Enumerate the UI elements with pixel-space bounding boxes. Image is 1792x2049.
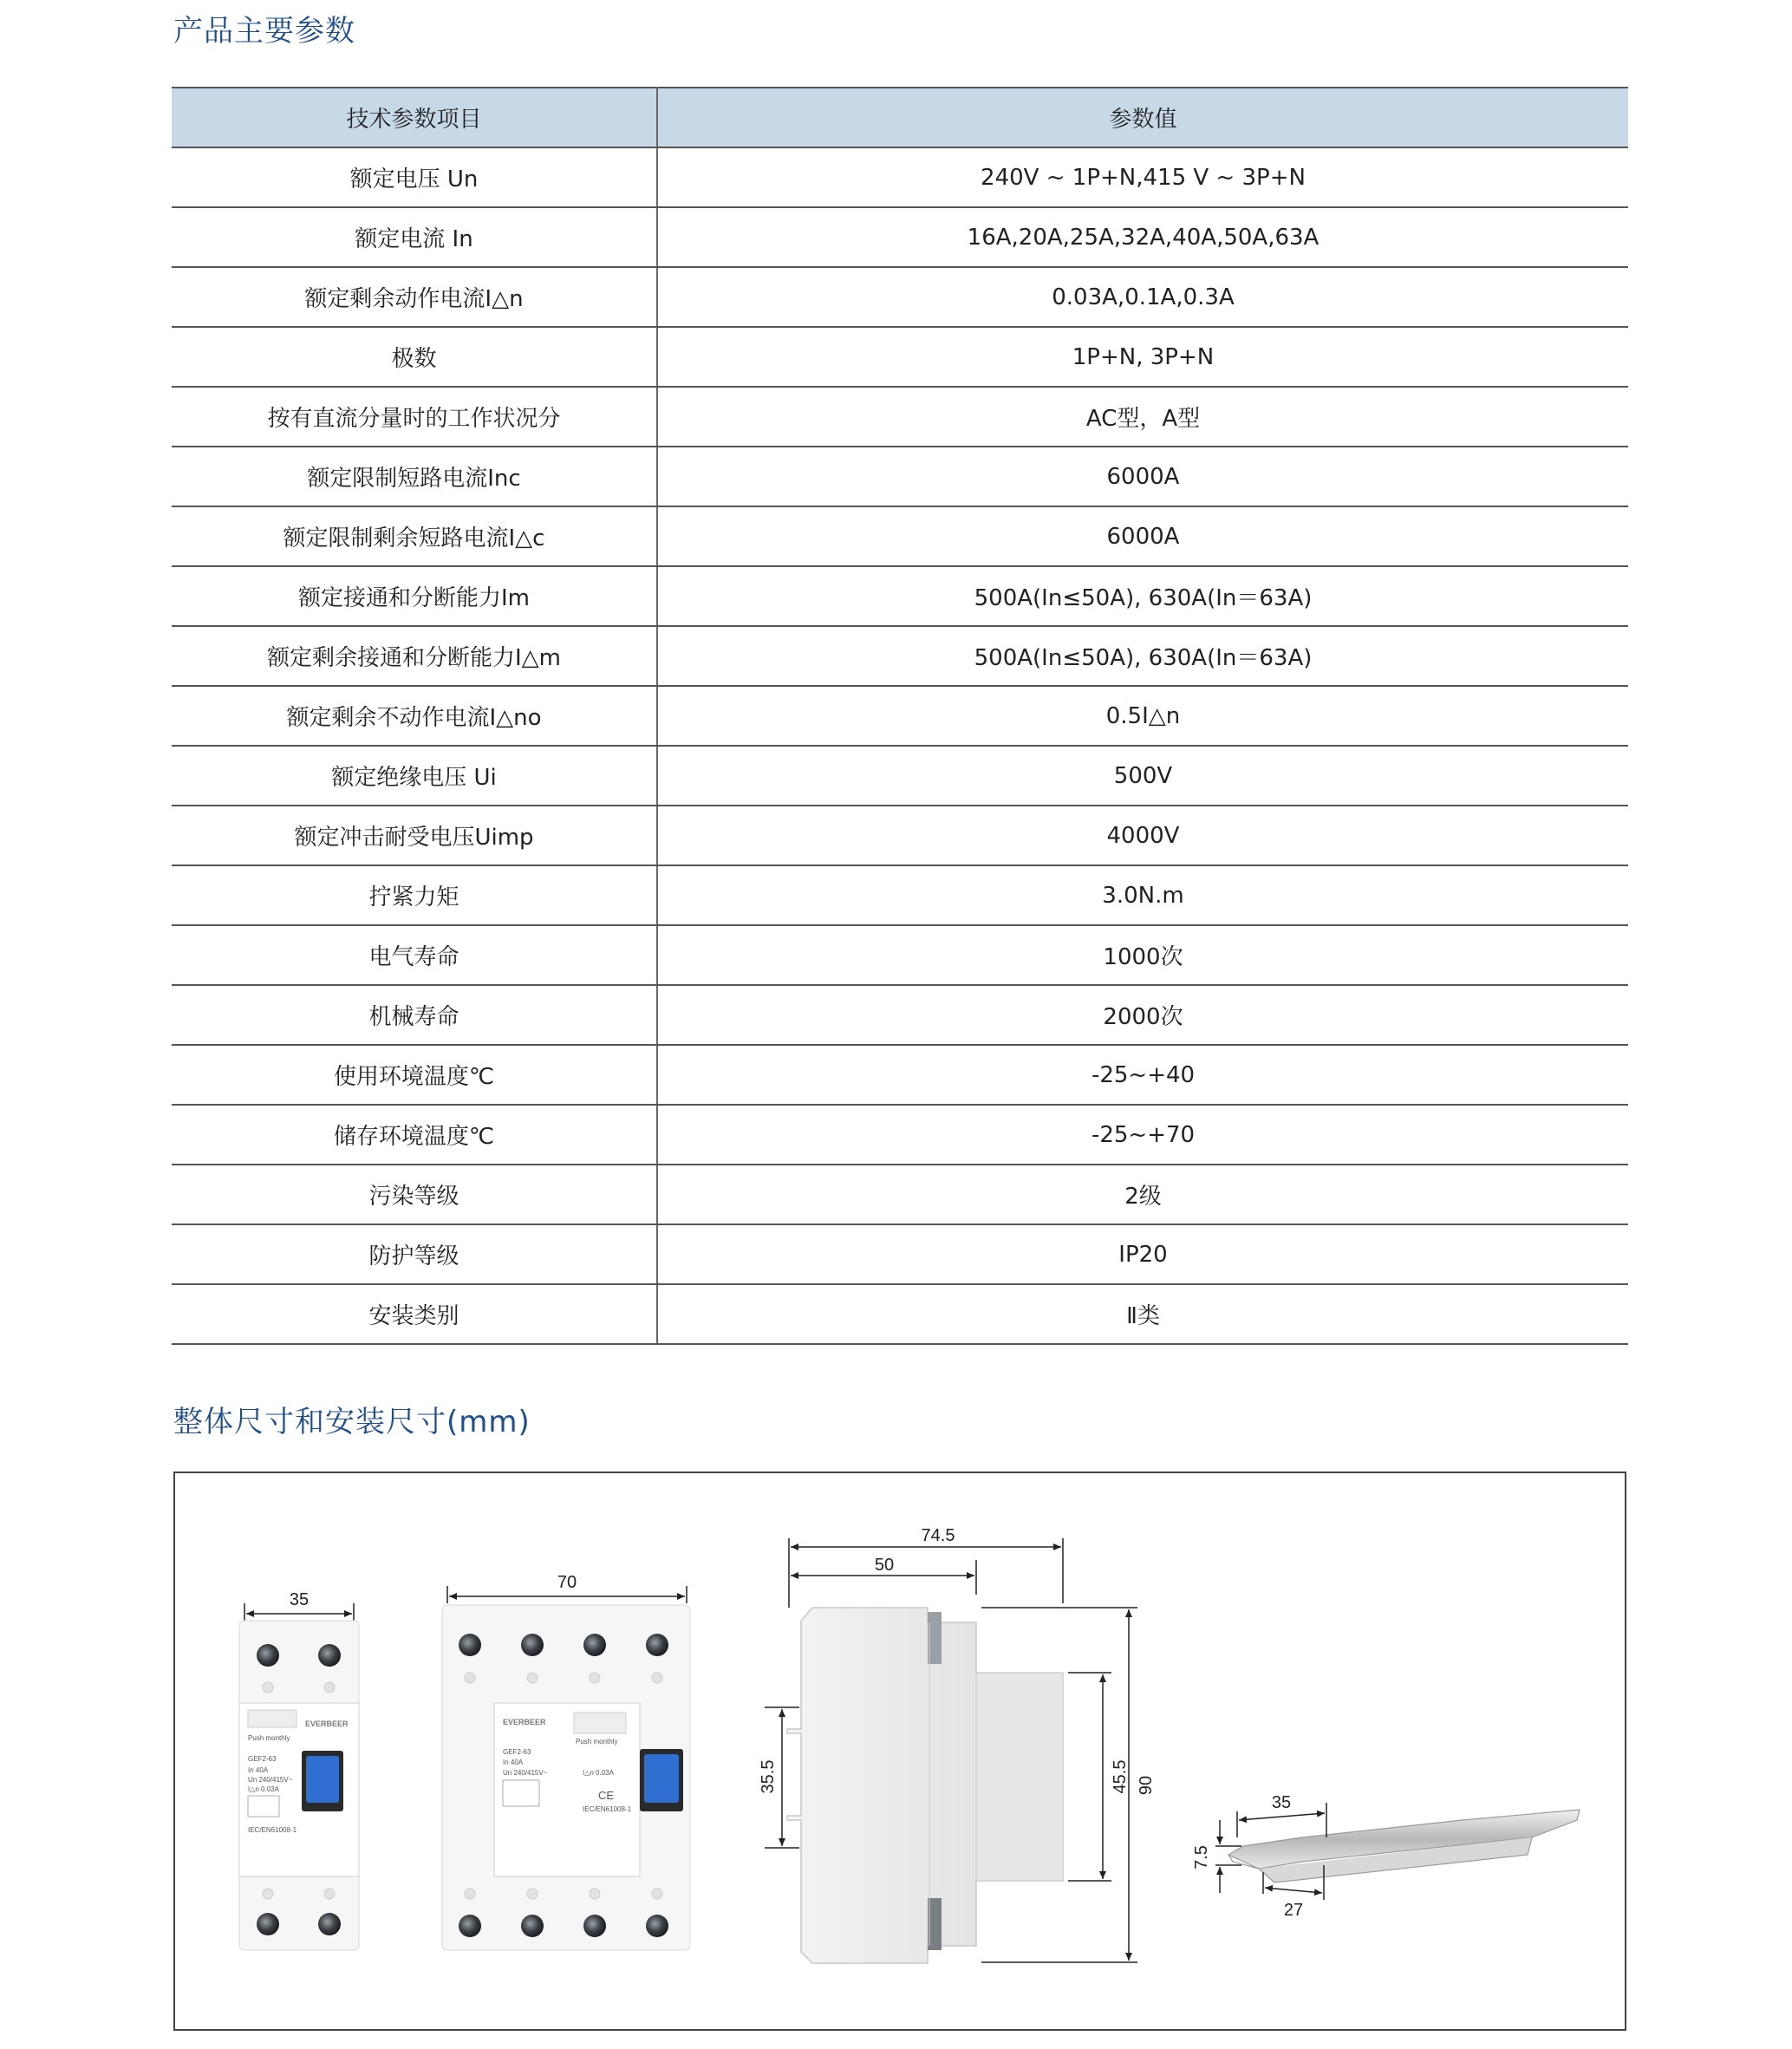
table-row xyxy=(172,447,1628,506)
table-row xyxy=(172,925,1628,985)
column-header: 参数值 xyxy=(657,88,1628,147)
param-value-cell: 500V xyxy=(657,746,1628,806)
table-row xyxy=(172,1105,1628,1165)
param-value-cell: 0.5I△n xyxy=(657,686,1628,746)
param-value-cell: -25~+40 xyxy=(657,1045,1628,1105)
param-name-cell: 额定剩余动作电流I△n xyxy=(172,267,657,327)
table-row xyxy=(172,566,1628,626)
param-name-cell: 额定限制剩余短路电流I△c xyxy=(172,506,657,566)
table-row xyxy=(172,506,1628,566)
parameters-table xyxy=(172,87,1628,1345)
param-value-cell: 4000V xyxy=(657,806,1628,865)
param-name-cell: 使用环境温度℃ xyxy=(172,1045,657,1105)
param-value-cell: 6000A xyxy=(657,506,1628,566)
table-row xyxy=(172,806,1628,865)
table-row xyxy=(172,1224,1628,1284)
table-header-row xyxy=(172,88,1628,147)
rcd-4-pole-front-view xyxy=(442,1573,690,1950)
model-label-2p: GEF2-63 xyxy=(248,1755,277,1763)
dim-side-total-height: 90 xyxy=(1137,1775,1156,1796)
param-value-cell: AC型，A型 xyxy=(657,387,1628,447)
param-name-cell: 电气寿命 xyxy=(172,925,657,985)
rating-un-4p: Un 240/415V~ xyxy=(503,1769,548,1777)
table-row xyxy=(172,985,1628,1045)
table-row xyxy=(172,1165,1628,1224)
rating-un-2p: Un 240/415V~ xyxy=(248,1776,293,1784)
param-value-cell: 0.03A,0.1A,0.3A xyxy=(657,267,1628,327)
dim-rail-width: 35 xyxy=(1271,1793,1292,1812)
rcd-side-view xyxy=(759,1526,1156,1963)
param-value-cell: IP20 xyxy=(657,1224,1628,1284)
standard-label-2p: IEC/EN61008-1 xyxy=(248,1826,297,1834)
table-row xyxy=(172,746,1628,806)
param-name-cell: 额定接通和分断能力Im xyxy=(172,566,657,626)
dim-rail-height: 7.5 xyxy=(1192,1845,1211,1870)
dim-side-front-depth: 50 xyxy=(874,1556,895,1575)
param-value-cell: 6000A xyxy=(657,447,1628,506)
rcd-2-pole-front-view xyxy=(239,1590,359,1950)
standard-label-4p: IEC/EN61008-1 xyxy=(583,1805,632,1813)
param-name-cell: 额定限制短路电流Inc xyxy=(172,447,657,506)
dim-side-body-height: 45.5 xyxy=(1111,1759,1130,1794)
table-row xyxy=(172,865,1628,925)
param-name-cell: 污染等级 xyxy=(172,1165,657,1224)
push-label-2p: Push monthly xyxy=(248,1734,290,1742)
param-name-cell: 额定剩余不动作电流I△no xyxy=(172,686,657,746)
rating-idn-4p: I△n 0.03A xyxy=(583,1769,614,1777)
param-name-cell: 储存环境温度℃ xyxy=(172,1105,657,1165)
table-row xyxy=(172,267,1628,327)
table-row xyxy=(172,147,1628,207)
param-name-cell: 额定冲击耐受电压Uimp xyxy=(172,806,657,865)
table-row xyxy=(172,207,1628,267)
param-name-cell: 极数 xyxy=(172,327,657,387)
model-label-4p: GEF2-63 xyxy=(503,1748,531,1756)
param-name-cell: 按有直流分量时的工作状况分 xyxy=(172,387,657,447)
dim-rail-inner-width: 27 xyxy=(1283,1901,1304,1920)
rating-idn-2p: I△n 0.03A xyxy=(248,1785,279,1793)
column-header: 技术参数项目 xyxy=(172,88,657,147)
param-name-cell: 额定绝缘电压 Ui xyxy=(172,746,657,806)
table-row xyxy=(172,1045,1628,1105)
dim-4p-width: 70 xyxy=(557,1573,577,1592)
push-label-4p: Push monthly xyxy=(576,1738,618,1746)
table-row xyxy=(172,626,1628,686)
table-row xyxy=(172,327,1628,387)
section-title-params: 产品主要参数 xyxy=(173,14,355,49)
param-value-cell: 1P+N, 3P+N xyxy=(657,327,1628,387)
param-name-cell: 拧紧力矩 xyxy=(172,865,657,925)
section-title-dimensions: 整体尺寸和安装尺寸(mm) xyxy=(173,1405,531,1439)
param-value-cell: 2级 xyxy=(657,1165,1628,1224)
param-value-cell: 240V ~ 1P+N,415 V ~ 3P+N xyxy=(657,147,1628,207)
rating-in-2p: In 40A xyxy=(248,1766,269,1774)
brand-logo-2p: EVERBEER xyxy=(305,1719,349,1728)
param-value-cell: Ⅱ类 xyxy=(657,1284,1628,1344)
param-name-cell: 额定电压 Un xyxy=(172,147,657,207)
table-row xyxy=(172,686,1628,746)
param-name-cell: 防护等级 xyxy=(172,1224,657,1284)
table-row xyxy=(172,387,1628,447)
param-value-cell: 16A,20A,25A,32A,40A,50A,63A xyxy=(657,207,1628,267)
param-value-cell: 500A(In≤50A), 630A(In＝63A) xyxy=(657,626,1628,686)
param-name-cell: 额定电流 In xyxy=(172,207,657,267)
param-name-cell: 额定剩余接通和分断能力I△m xyxy=(172,626,657,686)
dim-side-rail-height: 35.5 xyxy=(759,1759,778,1794)
param-value-cell: 3.0N.m xyxy=(657,865,1628,925)
ce-mark: CE xyxy=(598,1789,615,1802)
param-name-cell: 机械寿命 xyxy=(172,985,657,1045)
dimension-drawing-panel xyxy=(173,1471,1626,2031)
din-rail-drawing xyxy=(1192,1793,1580,1920)
param-value-cell: -25~+70 xyxy=(657,1105,1628,1165)
brand-logo-4p: EVERBEER xyxy=(503,1718,546,1726)
param-value-cell: 500A(In≤50A), 630A(In＝63A) xyxy=(657,566,1628,626)
table-row xyxy=(172,1284,1628,1344)
dimension-drawings xyxy=(175,1473,1628,2033)
rating-in-4p: In 40A xyxy=(503,1759,524,1766)
param-value-cell: 1000次 xyxy=(657,925,1628,985)
dim-side-total-depth: 74.5 xyxy=(921,1526,955,1545)
dim-2p-width: 35 xyxy=(289,1590,310,1609)
param-name-cell: 安装类别 xyxy=(172,1284,657,1344)
param-value-cell: 2000次 xyxy=(657,985,1628,1045)
